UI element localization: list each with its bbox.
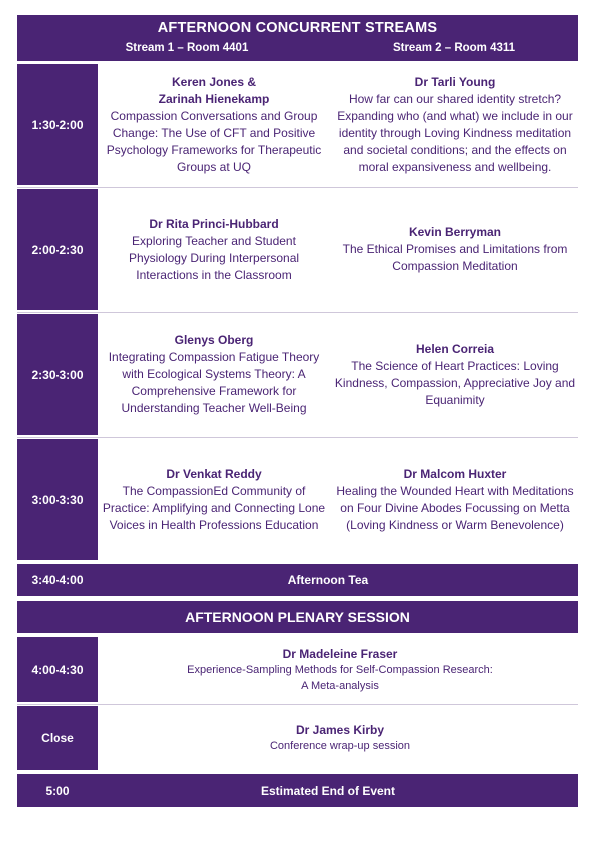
session-title: The CompassionEd Community of Practice: Amplifying and Connecting Lone Voices in Health Professions Education (102, 483, 326, 532)
session-title: Exploring Teacher and Student Physiology During Interpersonal Interactions in the Classroom (128, 233, 300, 282)
end-of-event-bar (17, 774, 578, 807)
speaker-name: Dr Malcom Huxter (403, 466, 507, 481)
speaker-name: Dr Venkat Reddy (166, 466, 262, 481)
session-title: A Meta-analysis (301, 679, 379, 692)
time-slot: 2:00-2:30 (17, 189, 98, 310)
stream1-session (102, 314, 326, 435)
stream1-label: Stream 1 – Room 4401 (125, 42, 249, 54)
session-title: How far can our shared identity stretch? Expanding who (and what) we include in our identity through Loving Kindness meditation and societal conditions; and the effects on moral expansiveness and wellbeing. (337, 91, 573, 174)
session-title: The Science of Heart Practices: Loving Kindness, Compassion, Appreciative Joy and Equanimity (334, 358, 576, 407)
stream1-session (102, 189, 326, 310)
speaker-name: Dr Rita Princi-Hubbard (149, 216, 279, 231)
stream2-session (332, 64, 578, 185)
time-slot: 5:00 (45, 783, 70, 798)
session-title: Healing the Wounded Heart with Meditations on Four Divine Abodes Focussing on Metta (Loving Kindness or Warm Benevolence) (336, 483, 574, 532)
speaker-name: Dr Madeleine Fraser (282, 646, 398, 661)
speaker-name: Helen Correia (415, 341, 495, 356)
session-title: The Ethical Promises and Limitations from Compassion Meditation (342, 242, 568, 273)
stream2-session (332, 189, 578, 310)
session-title: Integrating Compassion Fatigue Theory with Ecological Systems Theory: A Comprehensive Framework for Understanding Teacher Well-Being (108, 350, 320, 415)
break-label: Afternoon Tea (287, 573, 369, 587)
time-slot: 3:00-3:30 (17, 439, 98, 560)
time-slot: 2:30-3:00 (17, 314, 98, 435)
session-title: Experience-Sampling Methods for Self-Compassion Research: (187, 663, 493, 676)
stream2-session (332, 439, 578, 560)
speaker-name: Dr James Kirby (295, 723, 385, 737)
plenary-header: AFTERNOON PLENARY SESSION (17, 601, 578, 633)
streams-header (17, 15, 578, 61)
end-label: Estimated End of Event (260, 783, 396, 798)
session-title: Compassion Conversations and Group Change: The Use of CFT and Positive Psychology Frameworks for Therapeutic Groups at UQ (106, 108, 322, 174)
speaker-name: Dr Tarli Young (414, 74, 496, 89)
time-slot: 4:00-4:30 (17, 637, 98, 702)
plenary-session (102, 706, 578, 770)
row-divider (17, 187, 578, 188)
streams-title: AFTERNOON CONCURRENT STREAMS (157, 20, 438, 36)
speaker-name: Glenys Oberg (174, 333, 254, 347)
stream2-session (332, 314, 578, 435)
row-divider (17, 437, 578, 438)
speaker-name: Kevin Berryman (408, 225, 502, 239)
time-slot: 1:30-2:00 (17, 64, 98, 185)
plenary-session (102, 637, 578, 702)
row-divider (17, 704, 578, 705)
session-title: Conference wrap-up session (269, 740, 411, 752)
afternoon-tea-bar (17, 564, 578, 596)
speaker-name: Zarinah Hienekamp (158, 91, 270, 106)
stream2-label: Stream 2 – Room 4311 (392, 42, 516, 54)
speaker-name: Keren Jones & (171, 74, 257, 89)
time-slot: Close (17, 706, 98, 770)
row-divider (17, 312, 578, 313)
stream1-session (102, 64, 326, 185)
time-slot: 3:40-4:00 (31, 573, 84, 587)
stream1-session (102, 439, 326, 560)
